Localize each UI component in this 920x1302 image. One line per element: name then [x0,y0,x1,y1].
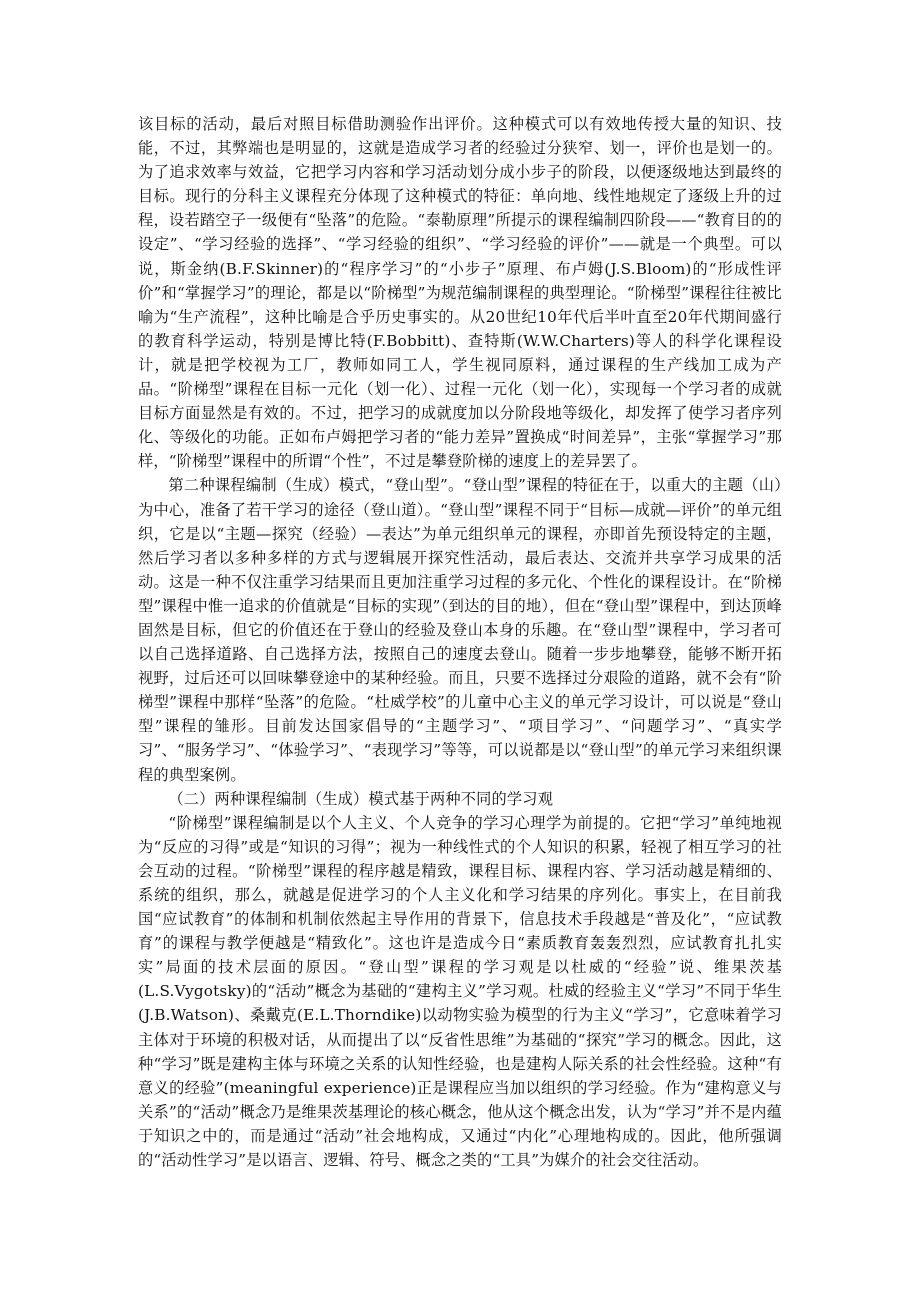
paragraph-continued: 该目标的活动，最后对照目标借助测验作出评价。这种模式可以有效地传授大量的知识、技能，不过，其弊端也是明显的，这就是造成学习者的经验过分狭窄、划一，评价也是划一的。为了追求效率与效益，它把学习内容和学习活动划分成小步子的阶段，以便逐级地达到最终的目标。现行的分科主义课程充分体现了这种模式的特征：单向地、线性地规定了逐级上升的过程，设若踏空子一级便有“坠落”的危险。“泰勒原理”所提示的课程编制四阶段——“教育目的的设定”、“学习经验的选择”、“学习经验的组织”、“学习经验的评价”——就是一个典型。可以说，斯金纳(B.F.Skinner)的“程序学习”的“小步子”原理、布卢姆(J.S.Bloom)的“形成性评价”和“掌握学习”的理论，都是以“阶梯型”为规范编制课程的典型理论。“阶梯型”课程往往被比喻为“生产流程”，这种比喻是合乎历史事实的。从20世纪10年代后半叶直至20年代期间盛行的教育科学运动，特别是博比特(F.Bobbitt)、查特斯(W.W.Charters)等人的科学化课程设计，就是把学校视为工厂，教师如同工人，学生视同原料，通过课程的生产线加工成为产品。“阶梯型”课程在目标一元化（划一化）、过程一元化（划一化），实现每一个学习者的成就目标方面显然是有效的。不过，把学习的成就度加以分阶段地等级化，却发挥了使学习者序列化、等级化的功能。正如布卢姆把学习者的“能力差异”置换成“时间差异”，主张“掌握学习”那样，“阶梯型”课程中的所谓“个性”，不过是攀登阶梯的速度上的差异罢了。 [138,115,782,471]
document-body [138,112,782,1172]
section-heading: （二）两种课程编制（生成）模式基于两种不同的学习观 [168,789,554,808]
paragraph-mountain-climbing-model: 第二种课程编制（生成）模式，“登山型”。“登山型”课程的特征在于，以重大的主题（山）为中心，准备了若干学习的途径（登山道）。“登山型”课程不同于“目标—成就—评价”的单元组织，它是以“主题—探究（经验）—表达”为单元组织单元的课程，亦即首先预设特定的主题，然后学习者以多种多样的方式与逻辑展开探究性活动，最后表达、交流并共享学习成果的活动。这是一种不仅注重学习结果而且更加注重学习过程的多元化、个性化的课程设计。在“阶梯型”课程中惟一追求的价值就是“目标的实现”（到达的目的地），但在“登山型”课程中，到达顶峰固然是目标，但它的价值还在于登山的经验及登山本身的乐趣。在“登山型”课程中，学习者可以自己选择道路、自己选择方法，按照自己的速度去登山。随着一步步地攀登，能够不断开拓视野，过后还可以回味攀登途中的某种经验。而且，只要不选择过分艰险的道路，就不会有“阶梯型”课程中那样“坠落”的危险。“杜威学校”的儿童中心主义的单元学习设计，可以说是“登山型”课程的雏形。目前发达国家倡导的“主题学习”、“项目学习”、“问题学习”、“真实学习”、“服务学习”、“体验学习”、“表现学习”等等，可以说都是以“登山型”的单元学习来组织课程的典型案例。 [138,476,782,784]
paragraph-learning-views: “阶梯型”课程编制是以个人主义、个人竞争的学习心理学为前提的。它把“学习”单纯地视为“反应的习得”或是“知识的习得”；视为一种线性式的个人知识的积累，轻视了相互学习的社会互动的过程。“阶梯型”课程的程序越是精致，课程目标、课程内容、学习活动越是精细的、系统的组织，那么，就越是促进学习的个人主义化和学习结果的序列化。事实上，在目前我国“应试教育”的体制和机制依然起主导作用的背景下，信息技术手段越是“普及化”，“应试教育”的课程与教学便越是“精致化”。这也许是造成今日“素质教育轰轰烈烈，应试教育扎扎实实”局面的技术层面的原因。“登山型”课程的学习观是以杜威的“经验”说、维果茨基(L.S.Vygotsky)的“活动”概念为基础的“建构主义”学习观。杜威的经验主义“学习”不同于华生(J.B.Watson)、桑戴克(E.L.Thorndike)以动物实验为模型的行为主义“学习”，它意味着学习主体对于环境的积极对话，从而提出了以“反省性思维”为基础的“探究”学习的概念。因此，这种“学习”既是建构主体与环境之关系的认知性经验，也是建构人际关系的社会性经验。这种“有意义的经验”(meaningful experience)正是课程应当加以组织的学习经验。作为“建构意义与关系”的“活动”概念乃是维果茨基理论的核心概念，他从这个概念出发，认为“学习”并不是内蕴于知识之中的，而是通过“活动”社会地构成，又通过“内化”心理地构成的。因此，他所强调的“活动性学习”是以语言、逻辑、符号、概念之类的“工具”为媒介的社会交往活动。 [138,813,782,1170]
